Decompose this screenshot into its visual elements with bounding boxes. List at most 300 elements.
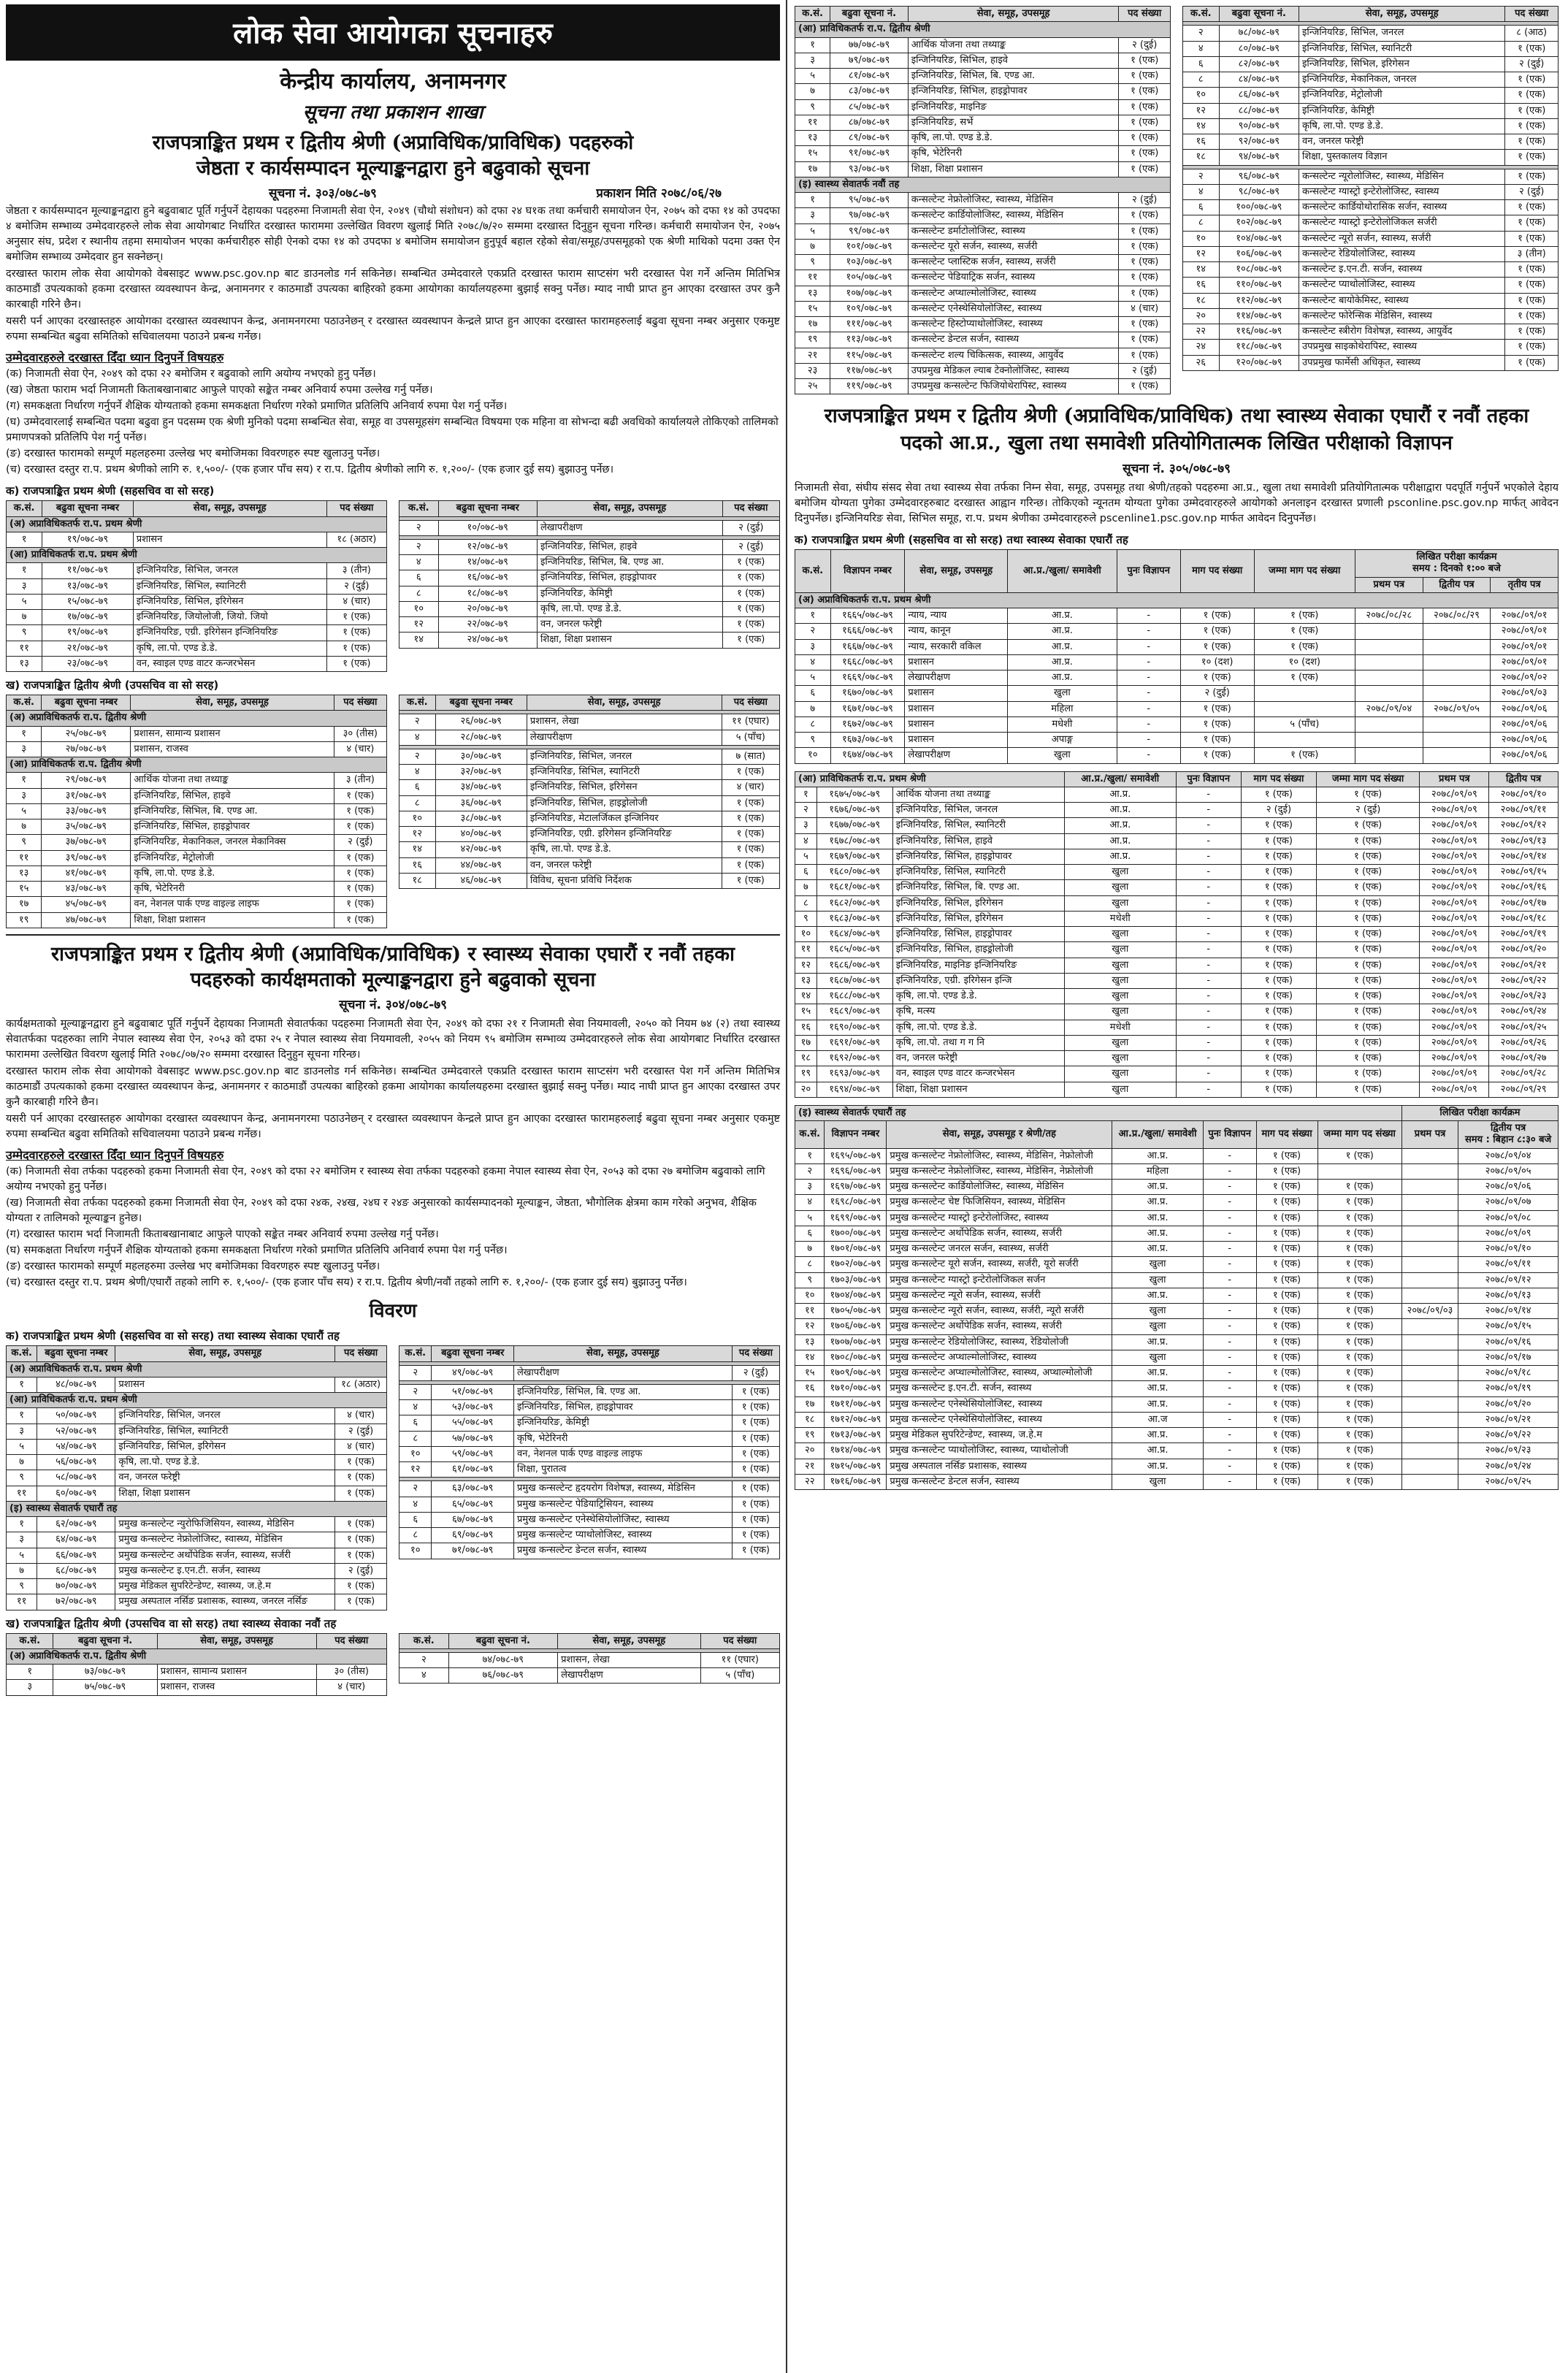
- table-cell: खुला: [1064, 1082, 1176, 1097]
- health-title-row: [795, 1105, 1559, 1120]
- table-cell: १ (एक): [326, 610, 386, 625]
- table-row: [795, 379, 1171, 394]
- table-row: [795, 1148, 1559, 1163]
- table-cell: १ (एक): [1256, 1319, 1317, 1334]
- table-cell: ५५/०७८-७९: [432, 1415, 514, 1431]
- table-cell: कन्सल्टेन्ट बायोकेमिस्ट, स्वास्थ्य: [1299, 293, 1505, 308]
- table-cell: २०७८/०९/०२: [1491, 670, 1559, 686]
- table-cell: १७१४/०७८-७९: [825, 1443, 887, 1459]
- table-cell: १७: [795, 317, 830, 332]
- table-cell: ५०/०७८-७९: [37, 1408, 115, 1424]
- table-row: [795, 131, 1171, 146]
- table-cell: ४: [795, 833, 817, 849]
- table-cell: इन्जिनियरिङ, सिभिल, हाइड्रोपावर: [537, 570, 722, 586]
- table-cell: -: [1176, 942, 1241, 958]
- table-cell: ४१/०७८-७९: [42, 865, 131, 881]
- group-row: [7, 548, 387, 563]
- table-left: [6, 695, 387, 928]
- table-row: [1183, 340, 1559, 355]
- table-cell: १ (एक): [1316, 880, 1420, 895]
- table-row: [7, 819, 387, 835]
- table-cell: -: [1117, 733, 1180, 748]
- table-cell: ७: [795, 84, 830, 99]
- table-cell: १ (एक): [1317, 1210, 1401, 1226]
- table-cell: [1355, 670, 1423, 686]
- table-cell: २०७८/०९/०१: [1491, 608, 1559, 624]
- table-cell: १ (एक): [1241, 1020, 1316, 1035]
- header-row: [399, 501, 780, 516]
- table-cell: ५: [795, 223, 830, 239]
- table-cell: [1254, 701, 1355, 717]
- table-cell: १ (एक): [722, 795, 779, 811]
- table-cell: प्रमुख कन्सल्टेन्ट अर्थोपेडिक सर्जन, स्वास्थ्य, सर्जरी: [115, 1548, 335, 1563]
- table-cell: १०: [399, 601, 439, 616]
- table-cell: २: [1183, 26, 1220, 41]
- table-cell: २२: [795, 1474, 825, 1489]
- table-cell: [1401, 1319, 1458, 1334]
- table-cell: १ (एक): [732, 1431, 779, 1446]
- table-cell: १ (एक): [1317, 1350, 1401, 1365]
- table-cell: १२: [399, 1462, 432, 1478]
- list-item: (ङ) दरखास्त फारामको सम्पूर्ण महलहरुमा उल्लेख भए बमोजिमका विवरणहरु स्पष्ट खुलाउनु पर्नेछ।: [6, 448, 380, 460]
- table-cell: २०७८/०९/०९: [1420, 880, 1489, 895]
- table-cell: प्रशासन, सामान्य प्रशासन: [157, 1665, 316, 1680]
- table-cell: इन्जिनियरिङ, एग्री. इरिगेसन इन्जि: [892, 973, 1064, 988]
- table-row: [399, 539, 780, 554]
- table-cell: कन्सल्टेन्ट न्यूरो सर्जन, स्वास्थ्य, सर्जरी: [1299, 231, 1505, 246]
- table-cell: ७: [7, 610, 42, 625]
- table-cell: इन्जिनियरिङ, सिभिल, हाइड्रोपावर: [131, 819, 334, 835]
- table-cell: कन्सल्टेन्ट प्याथोलोजिस्ट, स्वास्थ्य: [1299, 278, 1505, 293]
- table-row: [795, 53, 1171, 68]
- table-row: [1183, 103, 1559, 118]
- table-row: [795, 223, 1171, 239]
- table-cell: ५४/०७८-७९: [37, 1439, 115, 1454]
- header-cell: क.सं.: [7, 695, 42, 711]
- paragraph: जेष्ठता र कार्यसम्पादन मूल्याङ्कनद्वारा हुने बढुवाबाट पूर्ति गर्नुपर्ने देहायका पदहरुमा निजामती सेवा ऐन, २०४९ (चौथो संशोधन) को दफा २४ घ१क तथा कर्मचारी समायोजन ऐन, २०७५ को दफा १४ को उपदफा ४ बमोजिम सम्भाव्य उम्मेदवारहरुले लोक सेवा आयोगबाट निर्धारित दरखास्त फाराममा उल्लेखित विवरण खुलाई मिति २०७८/७/२० सम्ममा दरखास्त दिनुहुन सूचना गरिन्छ। कर्मचारी समायोजन ऐन, २०७५ अनुसार संघ, प्रदेश र स्थानीय तहमा समायोजन भएका कर्मचारीहरु सोही ऐनको दफा १४ को उपदफा ४ बमोजिम समायोजन हुनुपूर्व बहाल रहेको सेवा/समूह/उपसमूहको एक श्रेणी माथिको पदमा उक्त ऐन बमोजिम सम्भाव्य उम्मेदवार हुन सक्नेछन्।: [6, 205, 780, 264]
- table-cell: २७/०७८-७९: [42, 741, 131, 757]
- list-item: (ग) दरखास्त फाराम भर्दा निजामती किताबखानाबाट आफुले पाएको सङ्केत नम्बर अनिवार्य रुपमा उल्लेख गर्नु पर्नेछ।: [6, 1228, 439, 1241]
- list-item: (ग) समकक्षता निर्धारण गर्नुपर्ने शैक्षिक योग्यताको हकमा समकक्षता निर्धारण गरेको प्रमाणित प्रतिलिपि अनिवार्य रुपमा पेश गर्नु पर्नेछ।: [6, 400, 508, 413]
- table-cell: १ (एक): [1317, 1226, 1401, 1241]
- table-cell: १ (एक): [722, 601, 779, 616]
- table-cell: कन्सल्टेन्ट एनेस्थेसियोलोजिस्ट, स्वास्थ्य: [908, 301, 1119, 316]
- table-cell: १ (एक): [334, 850, 386, 865]
- paragraph: कार्यक्षमताको मूल्याङ्कनद्वारा हुने बढुवाबाट पूर्ति गर्नुपर्ने देहायका निजामती सेवातर्फका पदहरुमा निजामती सेवा ऐन, २०४९ को दफा २१ र निजामती सेवा नियमावली, २०५० को नियम ७४ (२) तथा स्वास्थ्य सेवातर्फका पदहरुका लागि नेपाल स्वास्थ्य सेवा ऐन, २०५३ को दफा २५ र नेपाल स्वास्थ्य सेवा नियमावली, २०५५ को नियम ९५ बमोजिम सम्भाव्य उम्मेदवारहरुले लोक सेवा आयोगबाट निर्धारित दरखास्त फाराममा उल्लेखित विवरण खुलाई मिति २०७८/०७/२० सम्ममा दरखास्त दिनुहुन सूचना गरिन्छ।: [6, 1018, 780, 1061]
- table-cell: १ (एक): [1505, 134, 1559, 150]
- table-cell: [1401, 1381, 1458, 1396]
- table-row: [7, 788, 387, 803]
- table-cell: इन्जिनियरिङ, सिभिल, हाइड्रोपावर: [892, 849, 1064, 864]
- table-cell: ३० (तीस): [316, 1665, 386, 1680]
- group-cell: (आ) प्राविधिकतर्फ रा.प. प्रथम श्रेणी: [7, 548, 387, 563]
- table-cell: १ (एक): [335, 1486, 387, 1501]
- section-title: क) राजपत्राङ्कित प्रथम श्रेणी (सहसचिव वा सो सरह) तथा स्वास्थ्य सेवाका एघारौं तह: [6, 1329, 340, 1343]
- table-cell: २ (दुई): [1316, 803, 1420, 818]
- table-cell: ९१/०७८-७९: [830, 146, 909, 161]
- table-cell: ९: [7, 1470, 37, 1486]
- table-cell: १ (एक): [1317, 1272, 1401, 1288]
- table-cell: १ (एक): [1241, 895, 1316, 911]
- table-cell: २०७८/०९/०९: [1420, 927, 1489, 942]
- table-cell: -: [1203, 1257, 1256, 1272]
- table-cell: खुला: [1112, 1319, 1203, 1334]
- header-cell: पद संख्या: [732, 1346, 779, 1361]
- table-cell: ४८/०७८-७९: [37, 1377, 115, 1392]
- table-row: [795, 239, 1171, 254]
- table-row: [7, 912, 387, 928]
- table-cell: १७/०७८-७९: [42, 610, 133, 625]
- right-column: [795, 0, 1559, 1490]
- table-cell: १० (दश): [1254, 654, 1355, 670]
- table-cell: ५: [795, 69, 830, 84]
- table-row: [795, 115, 1171, 130]
- table-cell: २०७८/०९/११: [1458, 1257, 1559, 1272]
- table-cell: ११: [7, 641, 42, 656]
- table-row: [399, 780, 780, 795]
- table-cell: ७४/०७८-७९: [448, 1652, 557, 1667]
- table-cell: १ (एक): [1256, 1195, 1317, 1210]
- exam-table-b-body: [795, 787, 1559, 1097]
- table-cell: १ (एक): [722, 811, 779, 826]
- notice1-paragraphs: [6, 204, 780, 345]
- table-cell: कन्सल्टेन्ट नेफ्रोलोजिस्ट, स्वास्थ्य, मेडिसिन: [908, 193, 1119, 208]
- table-row: [399, 1384, 780, 1399]
- table-cell: १ (एक): [334, 882, 386, 897]
- table-cell: -: [1203, 1288, 1256, 1303]
- section-title: ख) राजपत्राङ्कित द्वितीय श्रेणी (उपसचिव वा सो सरह): [6, 679, 219, 692]
- notice2-title: [6, 941, 780, 993]
- header-cell: बढुवा सूचना नं.: [53, 1633, 157, 1648]
- table-cell: १०३/०७८-७९: [830, 255, 909, 270]
- header-cell: जम्मा माग पद संख्या: [1317, 1121, 1401, 1149]
- table-cell: १०: [795, 927, 817, 942]
- table-cell: १६९७/०७८-७९: [825, 1180, 887, 1195]
- table-cell: २०७८/०९/२४: [1458, 1459, 1559, 1474]
- table-body: [7, 1361, 387, 1610]
- table-cell: ३६/०७८-७९: [435, 795, 527, 811]
- table-cell: १६८६/०७८-७९: [816, 958, 892, 973]
- table-right: [399, 500, 780, 648]
- table-cell: २०/०७८-७९: [438, 601, 537, 616]
- table-cell: २०७८/०९/०९: [1458, 1226, 1559, 1241]
- table-row: [399, 1543, 780, 1559]
- table-cell: ३९/०७८-७९: [42, 850, 131, 865]
- table-cell: १६६६/०७८-७९: [830, 624, 905, 639]
- table-cell: ११ (एघार): [700, 1652, 779, 1667]
- table-cell: ५: [7, 1439, 37, 1454]
- table-row: [7, 850, 387, 865]
- table-cell: १ (एक): [1256, 1163, 1317, 1179]
- table-row: [7, 1532, 387, 1548]
- table-cell: १६७९/०७८-७९: [816, 849, 892, 864]
- table-row: [795, 270, 1171, 286]
- table-cell: १०१/०७८-७९: [830, 239, 909, 254]
- table-cell: प्रमुख कन्सल्टेन्ट अर्थोपेडिक सर्जन, स्वास्थ्य, सर्जरी: [887, 1319, 1112, 1334]
- table-cell: २०७८/०९/२४: [1489, 1004, 1559, 1020]
- notice1-tables: [6, 484, 780, 928]
- table-cell: १ (एक): [1254, 608, 1355, 624]
- table-cell: १: [795, 193, 830, 208]
- table-cell: आ.प्र.: [1112, 1226, 1203, 1241]
- table-head: [795, 7, 1171, 22]
- table-cell: १७०४/०७८-७९: [825, 1288, 887, 1303]
- table-cell: ६: [1183, 56, 1220, 72]
- notice2-paragraphs: [6, 1017, 780, 1142]
- table-cell: २०७८/०९/०६: [1491, 717, 1559, 732]
- table-cell: ८: [399, 795, 436, 811]
- table-cell: ४: [399, 1400, 432, 1415]
- table-cell: ४ (चार): [335, 1408, 387, 1424]
- table-cell: इन्जिनियरिङ, सिभिल, हाइवे: [892, 833, 1064, 849]
- table-cell: ३४/०७८-७९: [435, 780, 527, 795]
- table-right: [1182, 6, 1559, 371]
- table-row: [7, 1439, 387, 1454]
- table-cell: कृषि, ला.पो. एण्ड डे.डे.: [1299, 118, 1505, 134]
- table-cell: प्रमुख कन्सल्टेन्ट जनरल सर्जन, स्वास्थ्य, सर्जरी: [887, 1242, 1112, 1257]
- table-cell: २०७८/०९/०९: [1420, 818, 1489, 833]
- table-cell: २०७८/०९/२०: [1458, 1396, 1559, 1412]
- header-row: [1183, 7, 1559, 22]
- table-cell: उपप्रमुख साइकोथेरापिस्ट, स्वास्थ्य: [1299, 340, 1505, 355]
- table-cell: आ.प्र.: [1112, 1148, 1203, 1163]
- table-cell: २०७८/०९/२१: [1458, 1412, 1559, 1427]
- table-cell: वन, जनरल फरेष्ट्री: [527, 857, 722, 873]
- table-cell: इन्जिनियरिङ, मेट्रोलोजी: [1299, 88, 1505, 103]
- table-cell: २: [1183, 169, 1220, 184]
- table-cell: २ (दुई): [335, 1424, 387, 1439]
- table-cell: -: [1203, 1210, 1256, 1226]
- table-cell: १ (एक): [1317, 1195, 1401, 1210]
- table-cell: १ (एक): [1317, 1396, 1401, 1412]
- table-cell: १ (एक): [1241, 942, 1316, 958]
- table-cell: इन्जिनियरिङ, सिभिल, स्यानिटरी: [892, 865, 1064, 880]
- table-cell: इन्जिनियरिङ, मेकानिकल, जनरल: [1299, 72, 1505, 88]
- table-cell: ७१/०७८-७९: [432, 1543, 514, 1559]
- table-cell: ४३/०७८-७९: [42, 882, 131, 897]
- table-cell: २०७८/०९/१२: [1489, 818, 1559, 833]
- table-cell: इन्जिनियरिङ, सिभिल, हाइड्रोपावर: [892, 927, 1064, 942]
- table-cell: [1401, 1366, 1458, 1381]
- table-body: [399, 516, 780, 648]
- table-cell: १ (एक): [1119, 84, 1171, 99]
- table-cell: १ (एक): [1241, 818, 1316, 833]
- table-cell: १ (एक): [1256, 1459, 1317, 1474]
- table-row: [795, 1035, 1559, 1050]
- table-cell: ८१/०७८-७९: [830, 69, 909, 84]
- table-cell: [1317, 1163, 1401, 1179]
- table-row: [795, 803, 1559, 818]
- table-cell: १२/०७८-७९: [438, 539, 537, 554]
- table-cell: ४: [795, 654, 831, 670]
- table-cell: १ (एक): [1180, 701, 1254, 717]
- table-cell: २ (दुई): [326, 578, 386, 594]
- header-cell: आ.प्र./खुला/ समावेशी: [1064, 771, 1176, 787]
- table-cell: १४: [399, 842, 436, 857]
- table-cell: शिक्षा, शिक्षा प्रशासन: [908, 161, 1119, 177]
- table-cell: प्रमुख कन्सल्टेन्ट ग्यास्ट्रो इन्टेरोलोजिस्ट, स्वास्थ्य: [887, 1210, 1112, 1226]
- table-row: [795, 1257, 1559, 1272]
- health-time: समय : बिहान ८:३० बजे: [1464, 1134, 1552, 1146]
- table-cell: इन्जिनियरिङ, सिभिल, इरिगेसन: [527, 780, 722, 795]
- table-cell: २०: [795, 1082, 817, 1097]
- table-cell: लेखापरीक्षण: [905, 670, 1008, 686]
- table-cell: खुला: [1064, 880, 1176, 895]
- table-cell: १२: [399, 617, 439, 633]
- table-cell: इन्जिनियरिङ, माइनिङ इन्जिनियरिङ: [892, 958, 1064, 973]
- table-row: [795, 1459, 1559, 1474]
- table-cell: प्रमुख कन्सल्टेन्ट नेफ्रोलोजिस्ट, स्वास्थ्य, मेडिसिन, नेफ्रोलोजी: [887, 1148, 1112, 1163]
- header-cell: क.सं.: [399, 1346, 432, 1361]
- table-cell: २०७८/०९/०९: [1420, 1004, 1489, 1020]
- table-cell: इन्जिनियरिङ, सिभिल, इरिगेसन: [133, 594, 326, 609]
- table-cell: १८/०७८-७९: [438, 586, 537, 601]
- table-cell: १७: [795, 1035, 817, 1050]
- table-cell: १ (एक): [1241, 1066, 1316, 1082]
- table-cell: कन्सल्टेन्ट स्त्रीरोग विशेषज्ञ, स्वास्थ्य, आयुर्वेद: [1299, 324, 1505, 340]
- table-cell: ११: [7, 1486, 37, 1501]
- table-cell: २६: [1183, 355, 1220, 370]
- table-cell: २०७८/०९/१६: [1458, 1334, 1559, 1350]
- table-cell: प्रमुख कन्सल्टेन्ट रेडियोलोजिस्ट, स्वास्थ्य, रेडियोलोजी: [887, 1334, 1112, 1350]
- list-item: (ख) निजामती सेवा तर्फका पदहरुको हकमा निजामती सेवा ऐन, २०४९ को दफा २४क, २४ख, २४घ र २४ङ अनुसारको कार्यसम्पादनको मूल्याङ्कन, जेष्ठता, भौगोलिक क्षेत्रमा काम गरेको अनुभव, शैक्षिक योग्यता र तालिमको मूल्याङ्कन हुनेछ।: [6, 1197, 757, 1225]
- table-cell: १ (एक): [1241, 989, 1316, 1004]
- table-cell: १ (एक): [1241, 1082, 1316, 1097]
- table-cell: [1401, 1474, 1458, 1489]
- table-cell: १७०५/०७८-७९: [825, 1304, 887, 1319]
- table-cell: १०: [399, 1543, 432, 1559]
- notice2-list-title: उम्मेदवारहरुले दरखास्त दिँदा ध्यान दिनुपर्ने विषयहरु: [6, 1148, 224, 1163]
- table-cell: ४ (चार): [326, 594, 386, 609]
- table-head: [399, 501, 780, 516]
- table-cell: आ.प्र.: [1112, 1288, 1203, 1303]
- table-cell: १ (एक): [1256, 1304, 1317, 1319]
- table-row: [1183, 26, 1559, 41]
- table-cell: १६७५/०७८-७९: [816, 787, 892, 802]
- table-cell: २ (दुई): [722, 520, 779, 535]
- table-row: [795, 624, 1559, 639]
- table-cell: प्रमुख कन्सल्टेन्ट न्यूरो सर्जन, स्वास्थ्य, सर्जरी, न्यूरो सर्जरी: [887, 1304, 1112, 1319]
- table-cell: ९८/०७८-७९: [1219, 184, 1299, 199]
- health-header-row: [795, 1121, 1559, 1149]
- table-cell: ७८/०७८-७९: [1219, 26, 1299, 41]
- table-cell: २०७८/०९/२२: [1458, 1428, 1559, 1443]
- header-cell: जम्मा माग पद संख्या: [1254, 550, 1355, 593]
- table-row: [795, 1396, 1559, 1412]
- table-cell: ६१/०७८-७९: [432, 1462, 514, 1478]
- table-row: [795, 255, 1171, 270]
- table-cell: १६८८/०७८-७९: [816, 989, 892, 1004]
- table-cell: १५: [795, 1366, 825, 1381]
- table-cell: १२: [795, 1319, 825, 1334]
- header-cell: आ.प्र./खुला/ समावेशी: [1008, 550, 1117, 593]
- table-row: [795, 1304, 1559, 1319]
- table-row: [795, 69, 1171, 84]
- table-cell: खुला: [1112, 1272, 1203, 1288]
- table-cell: १६८०/०७८-७९: [816, 865, 892, 880]
- table-row: [795, 1428, 1559, 1443]
- table-cell: १५: [795, 1004, 817, 1020]
- table-cell: २०७८/०९/०९: [1420, 803, 1489, 818]
- table-cell: कन्सल्टेन्ट प्लास्टिक सर्जन, स्वास्थ्य, सर्जरी: [908, 255, 1119, 270]
- table-cell: ९४/०७८-७९: [1219, 150, 1299, 165]
- table-row: [1183, 118, 1559, 134]
- table-cell: १५: [795, 301, 830, 316]
- table-cell: २०७८/०९/२६: [1489, 1035, 1559, 1050]
- table-cell: -: [1176, 818, 1241, 833]
- table-cell: मधेशी: [1064, 911, 1176, 926]
- table-cell: -: [1176, 803, 1241, 818]
- table-row: [399, 601, 780, 616]
- table-cell: २: [399, 1481, 432, 1497]
- table-cell: १६९४/०७८-७९: [816, 1082, 892, 1097]
- table-cell: प्रमुख कन्सल्टेन्ट प्याथोलोजिस्ट, स्वास्थ्य, प्याथोलोजी: [887, 1443, 1112, 1459]
- table-row: [795, 208, 1171, 223]
- table-cell: १ (एक): [1317, 1257, 1401, 1272]
- table-pair: [6, 695, 780, 928]
- paragraph: दरखास्त फाराम लोक सेवा आयोगको वेबसाइट www.psc.gov.np बाट डाउनलोड गर्न सकिनेछ। सम्बन्धित उम्मेदवारले एकप्रति दरखास्त फाराम साप्टसंग भरी दरखास्त पेश गर्ने अन्तिम मितिभित्र काठमाडौं उपत्यकाको हकमा दरखास्त व्यवस्थापन केन्द्र, अनामनगर र काठमाडौं उपत्यका बाहिरको हकमा आयोगका कार्यालयहरुमा बुझाई सक्नु पर्नेछ। म्याद नाघी प्राप्त हुन आएका दरखास्त उपर कुनै कारबाही गरिने छैन।: [6, 268, 780, 311]
- table-cell: प्रशासन: [905, 717, 1008, 732]
- table-cell: १: [795, 37, 830, 53]
- table-cell: उपप्रमुख मेडिकल ल्याब टेक्नोलोजिस्ट, स्वास्थ्य: [908, 363, 1119, 378]
- table-cell: कृषि, ला.पो. तथा ग ग नि: [892, 1035, 1064, 1050]
- table-cell: २०७८/०९/१९: [1458, 1381, 1559, 1396]
- table-cell: कृषि, ला.पो. एण्ड डे.डे.: [527, 842, 722, 857]
- table-cell: १६९३/०७८-७९: [816, 1066, 892, 1082]
- table-cell: १ (एक): [1505, 88, 1559, 103]
- table-cell: १३/०७८-७९: [42, 578, 133, 594]
- header-cell: पद संख्या: [326, 501, 386, 516]
- header-cell: (आ) प्राविधिकतर्फ रा.प. प्रथम श्रेणी: [795, 771, 1065, 787]
- header-cell: बढुवा सूचना नम्बर: [42, 695, 131, 711]
- table-row: [795, 686, 1559, 701]
- table-cell: आ.प्र.: [1008, 639, 1117, 654]
- table-cell: १६८९/०७८-७९: [816, 1004, 892, 1020]
- table-cell: ३७/०७८-७९: [42, 835, 131, 850]
- table-cell: -: [1117, 624, 1180, 639]
- table-cell: [1401, 1242, 1458, 1257]
- table-pair: [795, 6, 1559, 394]
- table-cell: ८: [399, 586, 439, 601]
- table-row: [795, 849, 1559, 864]
- table-cell: १ (एक): [1241, 973, 1316, 988]
- table-cell: ३: [7, 1532, 37, 1548]
- table-cell: १ (एक): [1317, 1319, 1401, 1334]
- table-cell: १ (एक): [1119, 223, 1171, 239]
- table-cell: १६८३/०७८-७९: [816, 911, 892, 926]
- table-cell: १७०१/०७८-७९: [825, 1242, 887, 1257]
- table-cell: कृषि, ला.पो. एण्ड डे.डे.: [133, 641, 326, 656]
- table-cell: १६७०/०७८-७९: [830, 686, 905, 701]
- table-cell: २: [795, 624, 831, 639]
- table-head: [1183, 7, 1559, 22]
- header-cell: प्रथम पत्र: [1420, 771, 1489, 787]
- table-cell: प्रमुख कन्सल्टेन्ट डेन्टल सर्जन, स्वास्थ्य: [887, 1474, 1112, 1489]
- table-cell: १०/०७८-७९: [438, 520, 537, 535]
- header-cell: सेवा, समूह, उपसमूह: [131, 695, 334, 711]
- table-cell: कन्सल्टेन्ट डेन्टल सर्जन, स्वास्थ्य: [908, 332, 1119, 348]
- table-cell: ५ (पाँच): [722, 730, 779, 745]
- table-row: [7, 865, 387, 881]
- table-cell: ६४/०७८-७९: [37, 1532, 115, 1548]
- table-cell: २ (दुई): [1505, 56, 1559, 72]
- table-row: [399, 555, 780, 570]
- table-pair: [6, 1633, 780, 1696]
- schedule-time: समय : दिनको १:०० बजे: [1412, 563, 1501, 575]
- table-cell: १: [7, 1665, 53, 1680]
- table-cell: -: [1176, 958, 1241, 973]
- data-table: [1182, 6, 1559, 371]
